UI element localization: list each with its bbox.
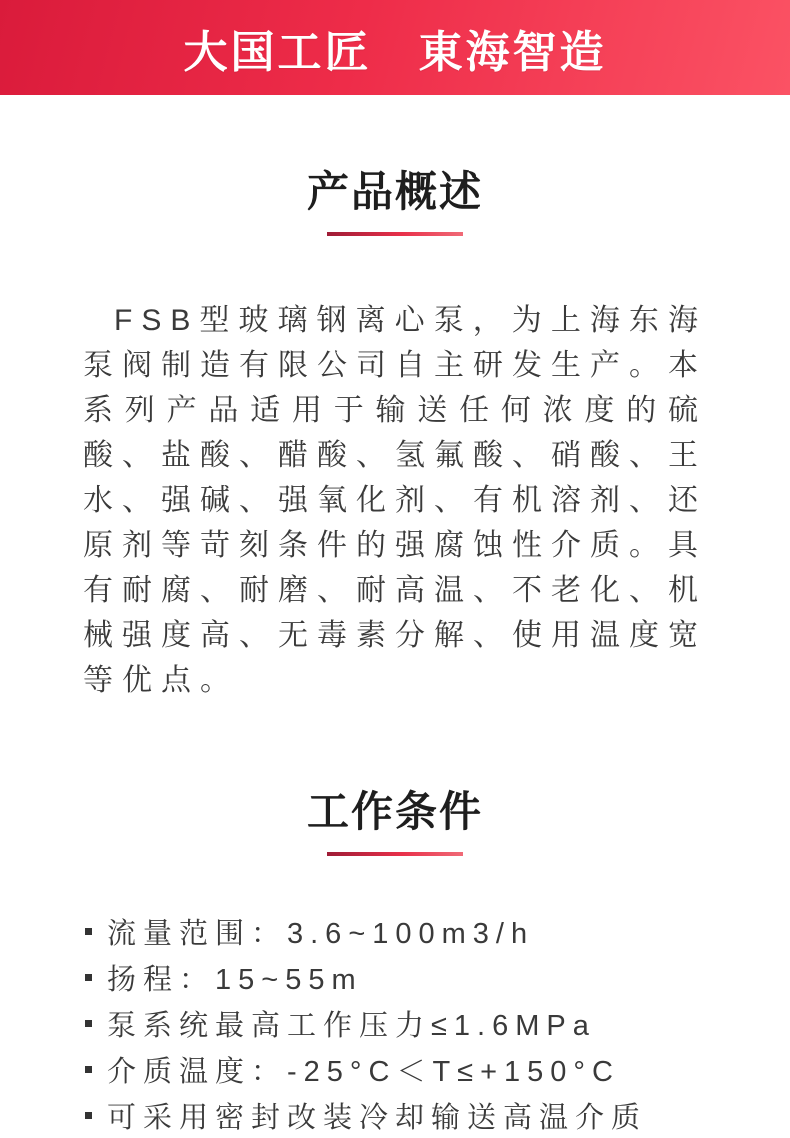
list-item bbox=[85, 1092, 790, 1138]
bullet-dot-icon bbox=[85, 1112, 92, 1119]
bullet-dot-icon bbox=[85, 974, 92, 981]
banner-slogan: 大国工匠 東海智造 bbox=[183, 27, 607, 77]
bullet-dot-icon bbox=[85, 1066, 92, 1073]
list-item bbox=[85, 954, 790, 1000]
working-conditions-list bbox=[85, 908, 790, 1138]
bullet-dot-icon bbox=[85, 928, 92, 935]
condition-text: 介质温度：-25°C＜T≤+150°C bbox=[107, 1055, 620, 1088]
condition-text: 扬程：15~55m bbox=[107, 963, 363, 996]
overview-paragraph: FSB型玻璃钢离心泵，为上海东海泵阀制造有限公司自主研发生产。本系列产品适用于输送任何浓度的硫酸、盐酸、醋酸、氢氟酸、硝酸、王水、强碱、强氧化剂、有机溶剂、还原剂等苛刻条件的强腐蚀性介质。具有耐腐、耐磨、耐高温、不老化、机械强度高、无毒素分解、使用温度宽等优点。 bbox=[83, 304, 707, 697]
list-item bbox=[85, 908, 790, 954]
list-item bbox=[85, 1000, 790, 1046]
condition-text: 泵系统最高工作压力≤1.6MPa bbox=[107, 1009, 596, 1042]
title-underline bbox=[327, 232, 463, 236]
section-conditions-header bbox=[0, 787, 790, 856]
section-overview-header bbox=[0, 167, 790, 236]
section-title-conditions: 工作条件 bbox=[306, 788, 483, 835]
section-title-overview: 产品概述 bbox=[306, 168, 483, 215]
title-underline bbox=[327, 852, 463, 856]
bullet-dot-icon bbox=[85, 1020, 92, 1027]
condition-text: 流量范围：3.6~100m3/h bbox=[107, 917, 535, 950]
list-item bbox=[85, 1046, 790, 1092]
header-banner bbox=[0, 0, 790, 95]
condition-text: 可采用密封改装冷却输送高温介质 bbox=[107, 1101, 648, 1134]
